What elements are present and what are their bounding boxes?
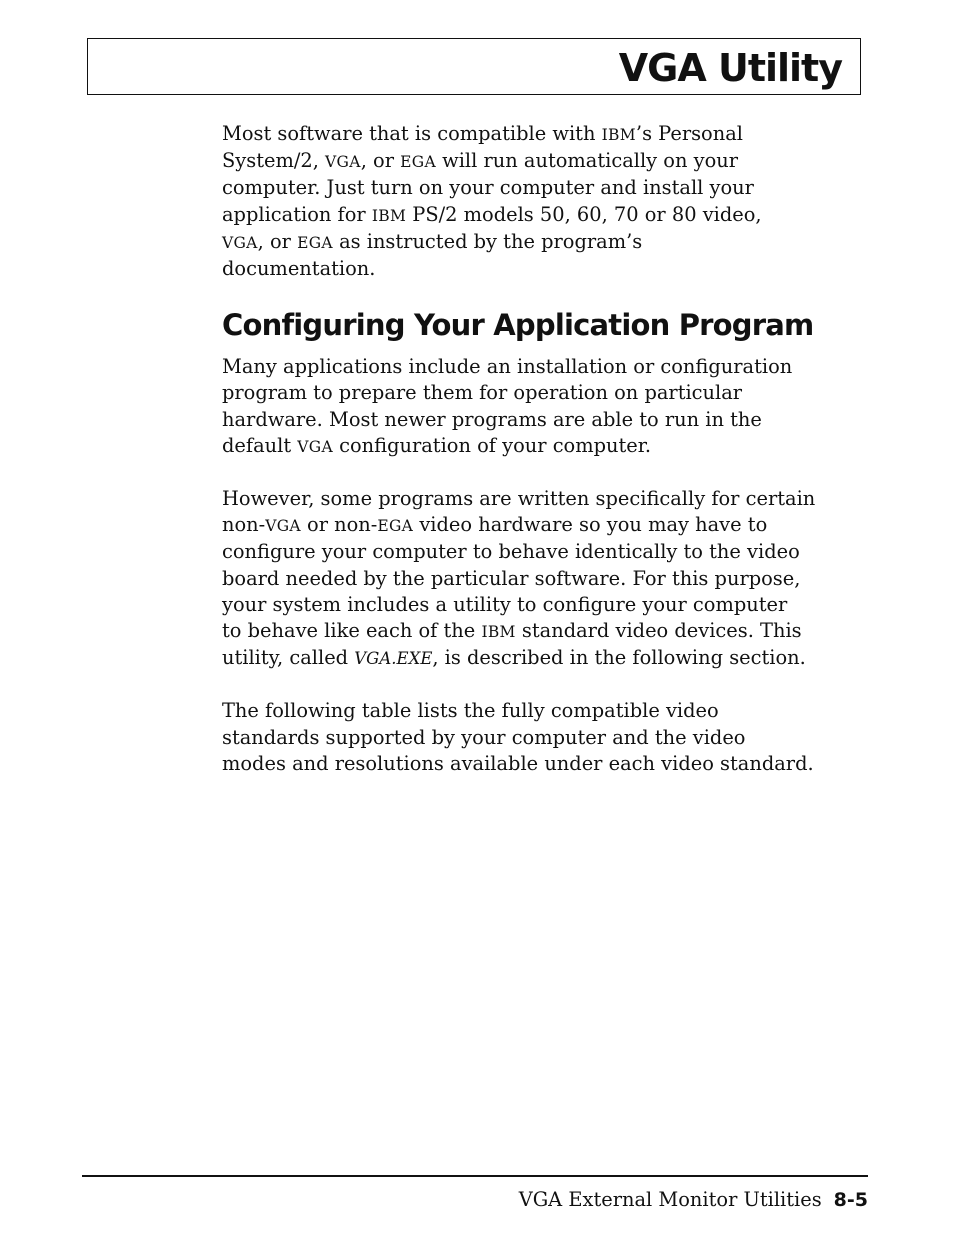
p1-line-2: program to prepare them for operation on particular (222, 381, 743, 405)
footer-title: VGA External Monitor Utilities (518, 1188, 822, 1211)
intro-line-5: VGA, or EGA as instructed by the program’s (222, 229, 643, 253)
p2-line-7: utility, called VGA.EXE, is described in the following section. (222, 646, 806, 670)
p2-line-4: board needed by the particular software. For this purpose, (222, 566, 801, 590)
p3-line-2: standards supported by your computer and the video (222, 725, 746, 749)
filename: VGA.EXE (354, 649, 433, 669)
p2-line-5: your system includes a utility to configure your computer (222, 592, 788, 616)
p2-line-3: configure your computer to behave identically to the video (222, 540, 800, 564)
title-box (87, 38, 861, 95)
section-paragraph-1 (222, 354, 872, 460)
intro-line-4: application for IBM PS/2 models 50, 60, 70 or 80 video, (222, 202, 762, 226)
section-paragraph-2 (222, 486, 872, 672)
p1-line-4: default VGA configuration of your computer. (222, 433, 652, 457)
p3-line-3: modes and resolutions available under each video standard. (222, 751, 814, 775)
p1-line-1: Many applications include an installation or configuration (222, 355, 793, 379)
intro-line-2: System/2, VGA, or EGA will run automatically on your (222, 149, 739, 173)
p3-line-1: The following table lists the fully compatible video (222, 699, 719, 723)
intro-line-3: computer. Just turn on your computer and install your (222, 176, 754, 200)
page-number: 8-5 (833, 1189, 868, 1211)
intro-line-1: Most software that is compatible with IBM’s Personal (222, 122, 743, 145)
p1-line-3: hardware. Most newer programs are able to run in the (222, 407, 762, 431)
section-paragraph-3 (222, 698, 872, 777)
main-content (222, 121, 872, 803)
section-heading: Configuring Your Application Program (222, 308, 814, 343)
intro-line-6: documentation. (222, 257, 376, 281)
p2-line-6: to behave like each of the IBM standard video devices. This (222, 619, 802, 643)
intro-paragraph (222, 121, 872, 282)
p2-line-1: However, some programs are written specifically for certain (222, 487, 816, 511)
page-footer (519, 1188, 868, 1211)
page-title: VGA Utility (618, 46, 842, 90)
p2-line-2: non-VGA or non-EGA video hardware so you may have to (222, 513, 768, 537)
footer-divider (82, 1175, 868, 1177)
